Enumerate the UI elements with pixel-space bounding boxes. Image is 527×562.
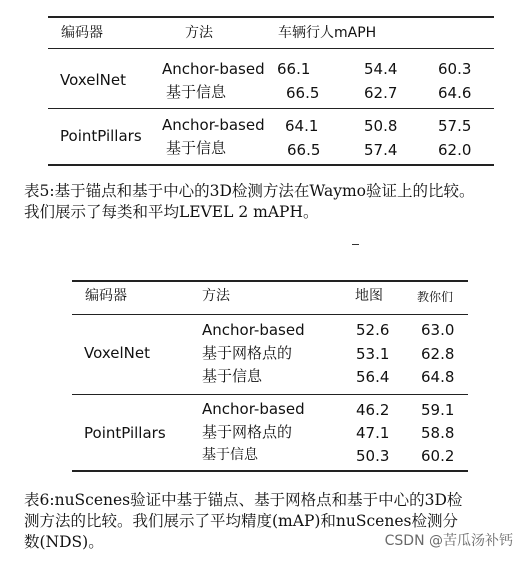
table5-value: 57.4 [364, 141, 398, 159]
table5-encoder-voxelnet: VoxelNet [60, 71, 126, 89]
table6-header-col2: 教你们 [417, 290, 454, 304]
table5-method: Anchor-based [162, 116, 265, 134]
table6-value: 52.6 [356, 321, 390, 339]
table6-value: 59.1 [421, 401, 455, 419]
table5-header-metric: 车辆行人mAPH [278, 25, 377, 41]
table5-value: 64.1 [285, 117, 319, 135]
table5-encoder-pointpillars: PointPillars [60, 127, 142, 145]
csdn-watermark: CSDN @苦瓜汤补钙 [384, 533, 513, 549]
table6-caption-line1: 表6:nuScenes验证中基于锚点、基于网格点和基于中心的3D检 [24, 491, 463, 509]
table5-method: 基于信息 [166, 83, 227, 101]
table5-value: 57.5 [438, 117, 472, 135]
table6-method: Anchor-based [202, 400, 305, 418]
table5-method: 基于信息 [166, 139, 227, 157]
table6-value: 50.3 [356, 447, 390, 465]
table5-value: 64.6 [438, 84, 472, 102]
table6-method: 基于网格点的 [202, 344, 293, 362]
table5-bottom-rule [48, 164, 494, 166]
table5-method: Anchor-based [162, 60, 265, 78]
table6-top-rule [72, 280, 468, 282]
table6-header-rule [72, 314, 468, 315]
table6-method: 基于信息 [202, 447, 258, 463]
table6-method: Anchor-based [202, 321, 305, 339]
table5-value: 62.7 [364, 84, 398, 102]
table5-caption-line1: 表5:基于锚点和基于中心的3D检测方法在Waymo验证上的比较。 [24, 182, 475, 200]
separator-dash [352, 244, 359, 245]
table6-caption-line2: 测方法的比较。我们展示了平均精度(mAP)和nuScenes检测分 [24, 512, 458, 530]
table5-value: 66.1 [277, 60, 311, 78]
table6-value: 64.8 [421, 368, 455, 386]
table6-header-encoder: 编码器 [85, 288, 127, 304]
table6-value: 53.1 [356, 345, 390, 363]
table6-encoder-voxelnet: VoxelNet [84, 344, 150, 362]
table5-top-rule [48, 16, 494, 18]
table5-value: 62.0 [438, 141, 472, 159]
table5-value: 50.8 [364, 117, 398, 135]
table6-header-method: 方法 [202, 288, 230, 304]
table5-header-encoder: 编码器 [61, 25, 103, 41]
table6-value: 62.8 [421, 345, 455, 363]
table5-value: 66.5 [287, 141, 321, 159]
table5-group-rule [48, 108, 494, 109]
table6-value: 56.4 [356, 368, 390, 386]
table5-header-rule [48, 48, 494, 49]
table5-header-method: 方法 [185, 25, 213, 41]
table6-encoder-pointpillars: PointPillars [84, 424, 166, 442]
table5-value: 60.3 [438, 60, 472, 78]
table6-method: 基于信息 [202, 367, 263, 385]
table6-value: 63.0 [421, 321, 455, 339]
table5-caption-line2: 我们展示了每类和平均LEVEL 2 mAPH。 [24, 203, 319, 221]
table5-caption [24, 181, 475, 223]
table6-method: 基于网格点的 [202, 423, 293, 441]
table6-caption-line3: 数(NDS)。 [24, 533, 104, 551]
table6-header-col1: 地图 [355, 288, 383, 304]
table5-value: 54.4 [364, 60, 398, 78]
table5-value: 66.5 [286, 84, 320, 102]
table6-group-rule [72, 394, 468, 395]
table6-bottom-rule [72, 470, 468, 472]
table6-value: 58.8 [421, 424, 455, 442]
table6-value: 47.1 [356, 424, 390, 442]
table6-value: 46.2 [356, 401, 390, 419]
table6-value: 60.2 [421, 447, 455, 465]
